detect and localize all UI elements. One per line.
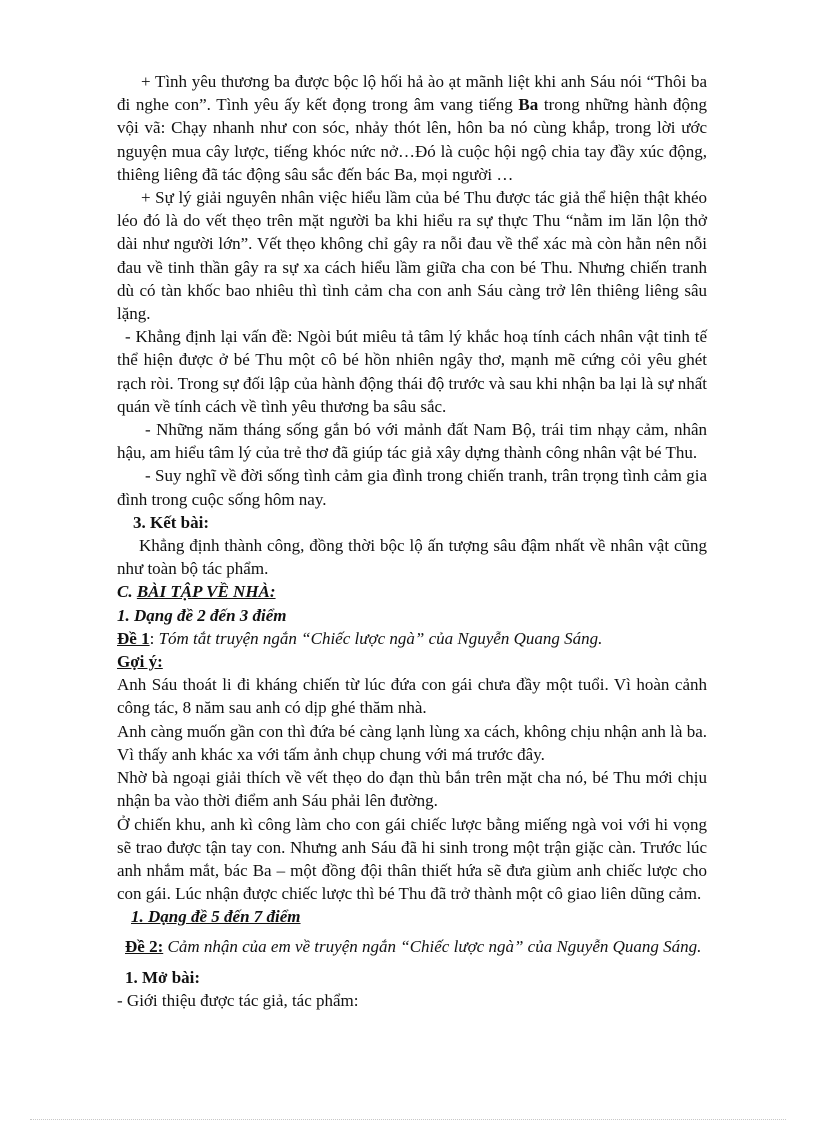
bold-word-ba: Ba [518, 95, 539, 115]
paragraph-summary-3: Nhờ bà ngoại giải thích về vết thẹo do đạn thù bắn trên mặt cha nó, bé Thu mới chịu nhận ba vào thời điểm anh Sáu phải lên đường. [117, 768, 707, 811]
paragraph-love-for-father [117, 70, 707, 186]
heading-type-1: 1. Dạng đề 2 đến 3 điểm [117, 605, 287, 625]
page-bottom-rule [30, 1119, 786, 1120]
heading-type-2: 1. Dạng đề 5 đến 7 điểm [131, 907, 301, 927]
exercise-label: Đề 1 [117, 628, 150, 648]
exercise-text: Cảm nhận của em về truyện ngắn “Chiếc lược ngà” của Nguyễn Quang Sáng. [163, 936, 702, 956]
exercise-label: Đề 2: [125, 936, 164, 956]
paragraph-summary-1: Anh Sáu thoát li đi kháng chiến từ lúc đứa con gái chưa đầy một tuổi. Vì hoàn cảnh công tác, 8 năm sau anh có dịp ghé thăm nhà. [117, 675, 707, 718]
paragraph-summary-2: Anh càng muốn gần con thì đứa bé càng lạnh lùng xa cách, không chịu nhận anh là ba. Vì thấy anh khác xa với tấm ảnh chụp chung với má trước đây. [117, 721, 707, 764]
paragraph-scar-explanation: + Sự lý giải nguyên nhân việc hiểu lầm của bé Thu được tác giả thể hiện thật khéo léo đó là do vết thẹo trên mặt người ba khi hiểu ra sự thực Thu “nằm im lăn lộn thở dài như người lớn”. Vết thẹo không chỉ gây ra nỗi đau về thể xác mà còn hằn nên nỗi đau về tinh thần gây ra sự xa cách hiểu lầm giữa cha con bé Thu. Nhưng chiến tranh dù có tàn khốc bao nhiêu thì tình cảm cha con anh Sáu càng trở lên thiêng liêng sâu lặng. [117, 188, 707, 324]
paragraph-intro: - Giới thiệu được tác giả, tác phẩm: [117, 990, 359, 1010]
heading-ket-bai: 3. Kết bài: [133, 512, 210, 532]
heading-prefix: C. [117, 582, 137, 602]
text-run: trong những hành động vội vã: Chạy nhanh như con sóc, nhảy thót lên, hôn ba nó cùng khắp, trong lời ước nguyện mua cây lược, tiếng khóc nức nở…Đó là cuộc hội ngộ chia tay đầy xúc động, thiêng liêng đã tác động sâu sắc đến bác Ba, mọi người … [117, 95, 707, 184]
paragraph-family-reflection: - Suy nghĩ về đời sống tình cảm gia đình trong chiến tranh, trân trọng tình cảm gia đình trong cuộc sống hôm nay. [117, 466, 707, 509]
paragraph-affirmation: - Khẳng định lại vấn đề: Ngòi bút miêu tả tâm lý khắc hoạ tính cách nhân vật tinh tế thể hiện được ở bé Thu một cô bé hồn nhiên ngây thơ, mạnh mẽ cứng cỏi yêu ghét rạch ròi. Trong sự đối lập của hành động thái độ trước và sau khi nhận ba lại là sự nhất quán về tính cách về tình yêu thương ba sâu sắc. [117, 327, 707, 416]
paragraph-conclusion: Khẳng định thành công, đồng thời bộc lộ ấn tượng sâu đậm nhất về nhân vật cũng như toàn bộ tác phẩm. [117, 536, 707, 579]
document-page [117, 70, 707, 1012]
heading-underlined: BÀI TẬP VỀ NHÀ: [136, 582, 276, 602]
heading-mo-bai: 1. Mở bài: [125, 967, 201, 987]
exercise-1 [117, 627, 707, 650]
exercise-text: Tóm tắt truyện ngắn “Chiếc lược ngà” của Nguyễn Quang Sáng. [158, 628, 603, 648]
text-run: + Tình yêu thương ba được bộc lộ hối hả ào ạt mãnh liệt khi anh Sáu nói “Thôi ba đi nghe con”. Tình yêu ấy kết đọng trong âm vang tiếng [117, 72, 707, 115]
heading-hint: Gợi ý: [117, 652, 163, 672]
heading-homework [117, 580, 707, 603]
paragraph-summary-4: Ở chiến khu, anh kì công làm cho con gái chiếc lược bằng miếng ngà voi với hi vọng sẽ trao được tận tay con. Nhưng anh Sáu đã hi sinh trong một trận giặc càn. Trước lúc anh nhắm mắt, bác Ba – một đồng đội thân thiết hứa sẽ đưa giùm anh chiếc lược cho con gái. Lúc nhận được chiếc lược thì bé Thu đã trở thành một cô giao liên dũng cảm. [117, 814, 707, 904]
exercise-2 [117, 935, 707, 958]
exercise-colon: : [149, 628, 159, 648]
paragraph-southern-land: - Những năm tháng sống gắn bó với mảnh đất Nam Bộ, trái tim nhạy cảm, nhân hậu, am hiểu tâm lý của trẻ thơ đã giúp tác giả xây dựng thành công nhân vật bé Thu. [117, 420, 707, 463]
